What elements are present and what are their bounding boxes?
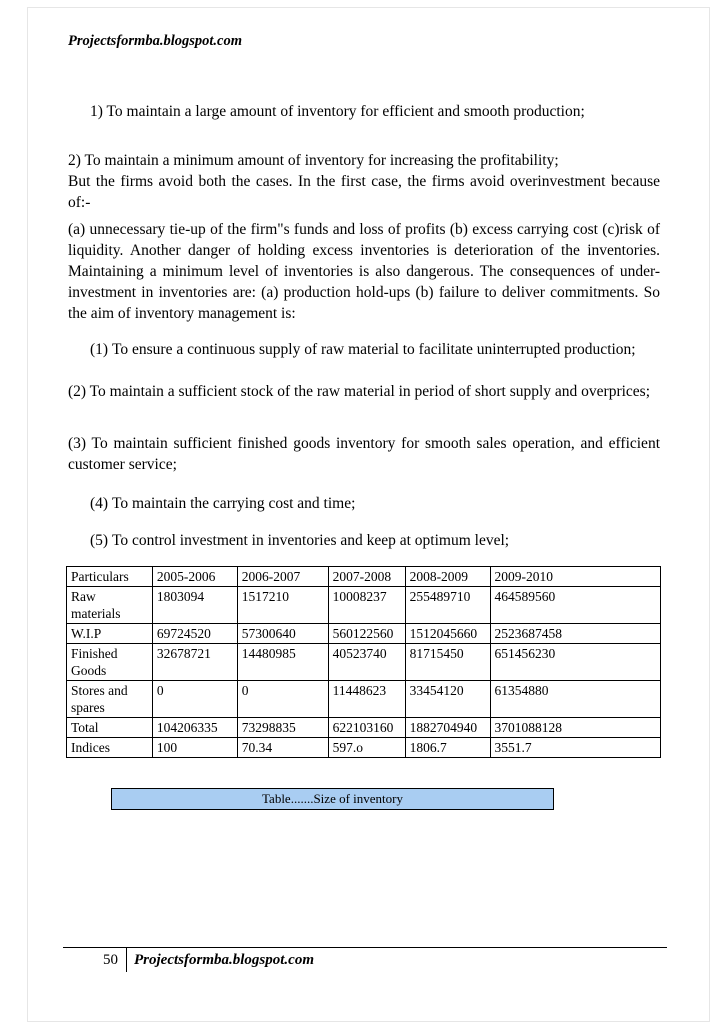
table-row (67, 681, 661, 718)
table-cell: 3551.7 (490, 738, 661, 758)
table-cell: 32678721 (152, 644, 237, 681)
table-row (67, 624, 661, 644)
table-cell: 40523740 (328, 644, 405, 681)
aim-1-number: (1) (90, 341, 109, 358)
table-cell: 1517210 (237, 587, 328, 624)
table-cell: 33454120 (405, 681, 490, 718)
table-cell: Stores and spares (67, 681, 153, 718)
table-cell: W.I.P (67, 624, 153, 644)
table-cell: 104206335 (152, 718, 237, 738)
item-1: 1) To maintain a large amount of inventory for efficient and smooth production; (90, 103, 585, 120)
table-cell: Raw materials (67, 587, 153, 624)
table-cell: 1882704940 (405, 718, 490, 738)
table-cell: Indices (67, 738, 153, 758)
header-cell: 2005-2006 (152, 567, 237, 587)
table-cell: 81715450 (405, 644, 490, 681)
table-cell: 597.o (328, 738, 405, 758)
aim-4-text: To maintain the carrying cost and time; (112, 495, 356, 512)
table-caption: Table.......Size of inventory (111, 788, 554, 810)
table-cell: 2523687458 (490, 624, 661, 644)
table-cell: 1512045660 (405, 624, 490, 644)
table-cell: 73298835 (237, 718, 328, 738)
table-cell: 255489710 (405, 587, 490, 624)
aim-3: (3) To maintain sufficient finished goods inventory for smooth sales operation, and efficient customer service; (68, 435, 660, 473)
header-cell: 2009-2010 (490, 567, 661, 587)
item-2: 2) To maintain a minimum amount of inventory for increasing the profitability; (68, 152, 559, 169)
table-cell: 10008237 (328, 587, 405, 624)
table-cell: 69724520 (152, 624, 237, 644)
header-cell: 2006-2007 (237, 567, 328, 587)
header-cell: 2007-2008 (328, 567, 405, 587)
header-site: Projectsformba.blogspot.com (68, 33, 242, 49)
table-cell: 1806.7 (405, 738, 490, 758)
footer-site: Projectsformba.blogspot.com (134, 952, 314, 968)
table-cell: 70.34 (237, 738, 328, 758)
aim-2: (2) To maintain a sufficient stock of the raw material in period of short supply and overprices; (68, 383, 651, 400)
aim-5-number: (5) (90, 532, 109, 549)
table-cell: 100 (152, 738, 237, 758)
inventory-table (66, 566, 661, 758)
table-row (67, 738, 661, 758)
table-cell: 14480985 (237, 644, 328, 681)
page-number: 50 (103, 952, 118, 968)
table-cell: 11448623 (328, 681, 405, 718)
table-row (67, 644, 661, 681)
table-cell: 3701088128 (490, 718, 661, 738)
table-row (67, 587, 661, 624)
table-cell: 651456230 (490, 644, 661, 681)
table-cell: 464589560 (490, 587, 661, 624)
paragraph-avoid: But the firms avoid both the cases. In the first case, the firms avoid overinvestment because of:- (68, 173, 660, 211)
aim-5-text: To control investment in inventories and keep at optimum level; (112, 532, 510, 549)
table-header-row (67, 567, 661, 587)
footer-divider (63, 947, 667, 948)
aim-1-text: To ensure a continuous supply of raw material to facilitate uninterrupted production; (112, 341, 636, 358)
table-cell: 0 (152, 681, 237, 718)
footer-separator (126, 947, 127, 972)
header-cell: Particulars (67, 567, 153, 587)
header-cell: 2008-2009 (405, 567, 490, 587)
table-row (67, 718, 661, 738)
table-cell: 61354880 (490, 681, 661, 718)
table-cell: 0 (237, 681, 328, 718)
table-cell: 560122560 (328, 624, 405, 644)
paragraph-reasons: (a) unnecessary tie-up of the firm"s funds and loss of profits (b) excess carrying cost (c)risk of liquidity. Another danger of holding excess inventories is deterioration of the inventories. Maintaining a minimum level of inventories is also dangerous. The consequences of under-investment in inventories are: (a) production hold-ups (b) failure to deliver commitments. So the aim of inventory management is: (68, 221, 660, 322)
table-cell: 1803094 (152, 587, 237, 624)
aim-4-number: (4) (90, 495, 109, 512)
table-cell: 622103160 (328, 718, 405, 738)
table-cell: Total (67, 718, 153, 738)
table-cell: 57300640 (237, 624, 328, 644)
table-cell: Finished Goods (67, 644, 153, 681)
